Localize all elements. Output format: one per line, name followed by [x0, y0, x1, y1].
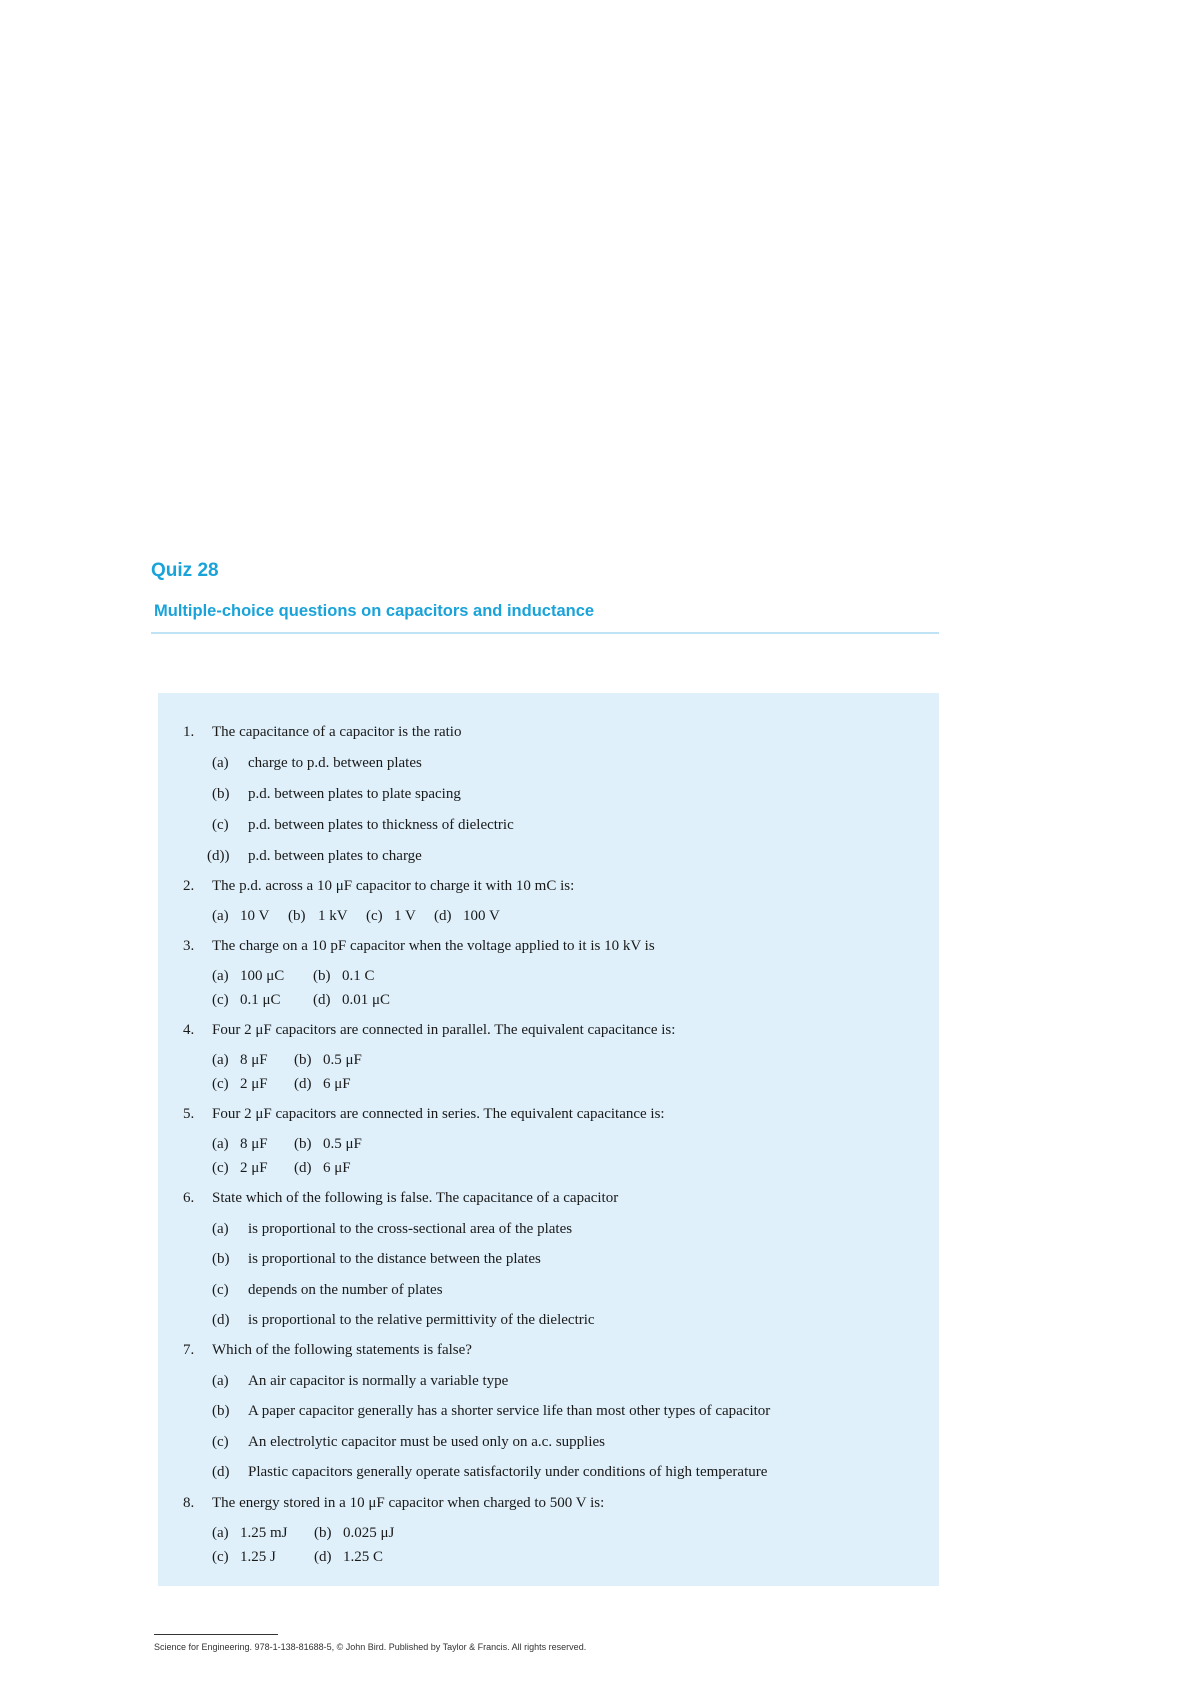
option-label: (c)	[366, 908, 383, 924]
option-label: (a)	[212, 1221, 229, 1237]
option-label: (b)	[212, 786, 230, 802]
option-label: (b)	[313, 968, 331, 984]
option-text: p.d. between plates to charge	[248, 848, 422, 864]
option-text: 6 μF	[323, 1160, 351, 1176]
question-number: 8.	[183, 1495, 195, 1511]
option-text: Plastic capacitors generally operate satisfactorily under conditions of high temperature	[248, 1464, 768, 1480]
question-number: 7.	[183, 1342, 195, 1358]
option-text: An air capacitor is normally a variable type	[248, 1373, 509, 1389]
option-label: (c)	[212, 992, 229, 1008]
option-text: 1 V	[394, 908, 416, 924]
question-text: Four 2 μF capacitors are connected in parallel. The equivalent capacitance is:	[212, 1022, 676, 1038]
quiz-subtitle: Multiple-choice questions on capacitors and inductance	[154, 602, 595, 620]
option-label: (b)	[288, 908, 306, 924]
option-text: 1.25 mJ	[240, 1525, 288, 1541]
option-label: (a)	[212, 908, 229, 924]
option-text: charge to p.d. between plates	[248, 755, 422, 771]
option-text: p.d. between plates to thickness of dielectric	[248, 817, 514, 833]
question-text: The energy stored in a 10 μF capacitor when charged to 500 V is:	[212, 1495, 605, 1511]
option-label: (d))	[207, 848, 230, 864]
question-text: State which of the following is false. The capacitance of a capacitor	[212, 1190, 619, 1206]
option-text: 0.025 μJ	[343, 1525, 395, 1541]
option-label: (d)	[212, 1464, 230, 1480]
question-number: 4.	[183, 1022, 195, 1038]
question-number: 3.	[183, 938, 195, 954]
question-text: The charge on a 10 pF capacitor when the voltage applied to it is 10 kV is	[212, 938, 655, 954]
option-label: (c)	[212, 1549, 229, 1565]
question-text: The capacitance of a capacitor is the ratio	[212, 724, 462, 740]
question-number: 1.	[183, 724, 195, 740]
option-label: (a)	[212, 968, 229, 984]
option-text: 1 kV	[318, 908, 348, 924]
option-label: (b)	[294, 1052, 312, 1068]
option-label: (a)	[212, 1136, 229, 1152]
option-text: is proportional to the distance between the plates	[248, 1251, 541, 1267]
option-text: depends on the number of plates	[248, 1282, 443, 1298]
option-label: (c)	[212, 817, 229, 833]
footer-divider	[154, 1634, 278, 1635]
question-number: 5.	[183, 1106, 195, 1122]
option-text: 1.25 C	[343, 1549, 384, 1565]
option-text: p.d. between plates to plate spacing	[248, 786, 461, 802]
option-label: (a)	[212, 1373, 229, 1389]
option-text: 0.1 μC	[240, 992, 281, 1008]
option-label: (c)	[212, 1076, 229, 1092]
option-text: 10 V	[240, 908, 270, 924]
option-text: A paper capacitor generally has a shorter service life than most other types of capacitor	[248, 1403, 771, 1419]
option-label: (d)	[294, 1076, 312, 1092]
copyright-footer: Science for Engineering. 978-1-138-81688-5, © John Bird. Published by Taylor & Francis. All rights reserved.	[154, 1642, 587, 1652]
option-text: An electrolytic capacitor must be used only on a.c. supplies	[248, 1434, 605, 1450]
option-label: (b)	[294, 1136, 312, 1152]
option-label: (c)	[212, 1282, 229, 1298]
option-label: (d)	[314, 1549, 332, 1565]
option-label: (a)	[212, 1525, 229, 1541]
option-text: is proportional to the cross-sectional area of the plates	[248, 1221, 573, 1237]
option-text: 2 μF	[240, 1076, 268, 1092]
option-text: 8 μF	[240, 1136, 268, 1152]
title-divider	[151, 632, 939, 634]
option-label: (d)	[294, 1160, 312, 1176]
option-label: (c)	[212, 1434, 229, 1450]
option-text: 2 μF	[240, 1160, 268, 1176]
option-text: 0.5 μF	[323, 1136, 362, 1152]
option-label: (d)	[434, 908, 452, 924]
option-label: (b)	[212, 1403, 230, 1419]
option-text: 100 V	[463, 908, 500, 924]
question-text: Which of the following statements is false?	[212, 1342, 472, 1358]
option-label: (a)	[212, 1052, 229, 1068]
option-text: 0.5 μF	[323, 1052, 362, 1068]
option-label: (a)	[212, 755, 229, 771]
option-text: 0.01 μC	[342, 992, 391, 1008]
option-text: 1.25 J	[240, 1549, 276, 1565]
option-label: (c)	[212, 1160, 229, 1176]
option-text: 8 μF	[240, 1052, 268, 1068]
question-text: Four 2 μF capacitors are connected in series. The equivalent capacitance is:	[212, 1106, 665, 1122]
question-number: 6.	[183, 1190, 195, 1206]
option-text: 6 μF	[323, 1076, 351, 1092]
question-text: The p.d. across a 10 μF capacitor to charge it with 10 mC is:	[212, 878, 575, 894]
option-label: (b)	[314, 1525, 332, 1541]
option-text: is proportional to the relative permittivity of the dielectric	[248, 1312, 595, 1328]
quiz-title: Quiz 28	[151, 560, 219, 581]
question-number: 2.	[183, 878, 195, 894]
option-label: (b)	[212, 1251, 230, 1267]
option-label: (d)	[212, 1312, 230, 1328]
option-text: 100 μC	[240, 968, 285, 984]
option-text: 0.1 C	[342, 968, 375, 984]
option-label: (d)	[313, 992, 331, 1008]
